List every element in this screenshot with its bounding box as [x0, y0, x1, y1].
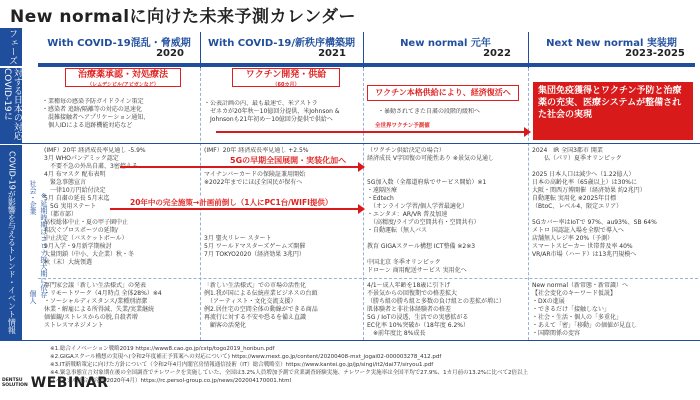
global-vaccine-label: 全世界ワクチン予測値: [375, 123, 430, 129]
japan-col2-text: ・公表計画の内、最も最速で、米アストラ ゼネカが20年秋〜10億回分提供、米Johnson & Johnsonも21年初め〜10億回分提供で供給へ: [204, 100, 340, 123]
row-divider: [0, 340, 700, 341]
row-divider: [0, 143, 700, 144]
phase-divider: [363, 32, 364, 68]
vaccine-box-sub: （60カ月）: [272, 82, 300, 88]
footnotes: ※1.総合イノベーション戦略2019 https://www8.cao.go.jp/cstp/togo2019_honbun.pdf ※2.GIGAスクール構想の実現へ(令和2年度補正予算案への対応について) https://www.mext.go.jp/content/20200408-mxt_jogai02-000003278_412.pdf ※3.IT新戦略策定に向けた方針について（令和2年4月内閣官房情報通信技術（IT）総合戦略室）https://www.kantei.go.jp/jp/singi/it2/dai77/siryou1.pdf ※4.緊急事態宣言対象期在後の全国調査でテレワークを実施していた、全国は3.2%人員増加予測で営業調査経験実施、テレワーク実施率は全国平均で27.9%、1カ月前の13.2%に比べて2倍以上 （パーソル総合研究所,2020年4月）https://rc.persol-group.co.jp/news/202004170001.html: [50, 346, 529, 384]
online-plan-label: 20年中の完全施策→計画前倒し（1人にPC1台/WIFI提供）: [130, 198, 333, 207]
society-col4-text: 2024 IR 全国3都市 開業 仏（パリ）夏季オリンピック 2025 日本人口は減少へ（1.22億人） 日本の高齢化率（65歳以上）は30%に 大阪・関西万博開催（経済効果 約2兆円） 自動運転 実用化 ※2025年目標 （BtoC、レベル4、限定エリア） 5Gカバー率はIoTで 97%、au93%、SB 64% メトロ 国認証入場を全駅で導入へ 店舗無人レジ率 20%（予測） スマートスピーカー 世帯普及率 40% VR/AR市場（ハード）は13兆円規模へ: [532, 147, 657, 258]
individual-col1-text: 専門家会議「新しい生活様式」の発表 ・リモートワーク（4月時点 全体28%）※4 ・ソーシャルディスタンス/業種別清潔 休業・解雇による所得減、失業/実業継続 価値観/ストレスからの脱,自殺者増 ストレスマネジメント: [44, 282, 162, 329]
phase-header-1: With COVID-19混乱・脅威期: [47, 37, 191, 49]
society-col2-text: (IMF）20年 経済成長率見通し +2.5% マイナンバーカードの保険証兼用開始 ※2022年までにほぼ全国民が保有へ 3月 聖火リレー スタート 5月 ワールドマスターズゲームズ開催 7月 TOKYO2020（経済効果 3兆円）: [204, 147, 309, 258]
phase-year-3: 2022: [483, 48, 511, 59]
society-label: 社会・企業: [29, 180, 37, 215]
row-divider: [38, 278, 698, 279]
phase-header-2: With COVID-19/新秩序構築期: [207, 37, 356, 49]
arrow-head-icon: [524, 127, 531, 137]
phase-divider: [200, 32, 201, 68]
sidebar-trends-note: ※延期時期はコロナ拡大期に依存: [39, 192, 48, 298]
timeline-bar: [38, 63, 695, 67]
online-arrow-line: [110, 208, 360, 210]
phase-header-3: New normal 元年: [400, 37, 491, 49]
5g-arrow-line: [120, 166, 360, 168]
sidebar-trends-label: COVID-19が影響を与えるトレンド・イベント情報: [0, 145, 22, 340]
arrow-head-icon: [358, 204, 365, 214]
phase-header-4: Next New normal 実装期: [546, 37, 677, 49]
treatment-box-sub: （レムデシビル/アビガンなど）: [87, 82, 159, 88]
logo-small-text: DENTSU SOLUTION: [2, 378, 28, 388]
final-goal-box: 集団免疫獲得とワクチン予防と治療薬の充実、医療システムが整備された社会の実現: [533, 82, 693, 140]
logo-big-text: WEBINAR: [30, 375, 109, 391]
sidebar-japan-label: 対する日本の対応 COVID-19に: [0, 68, 22, 143]
column-divider: [528, 68, 529, 340]
society-col1-text: (IMF）20年 経済成長率見通し -5.9% 3月 WHOパンデミック認定 不要不急の外出自粛、3密控える 4月 布マスク 配布表明 緊急事態宣言 一律10万円給付決定 5月 自粛の延長 5月末迄 5G 実用ステート （都市部） 高校総体中止・夏の甲子園中止 相次ぐプロスポーツの延期/ 中止決定（バスケットボール） 9月入学・9月新学期検討 大量閉鎖（中小、大企業）秋・冬 秋（末）大統領選: [44, 147, 146, 266]
vaccine-box: [232, 68, 340, 87]
japan-col1-text: ・業種毎の感染予防ガイドライン策定 ・感染者 追跡/隔離等の対応の迅速化 混雑接触者へアプリケーション通知、 個人IDによる追跡機能対応など: [42, 98, 150, 129]
society-col3-text: （ワクチン供給決定の場合） 経済成長 V字回復の可能性あり ※景気の見通し 5G加入数（全都道府県でサービス開始）※1 ・遠隔医療 ・Edtech （オンライン学習/個人学習最適化） ・エンタメ：AR/VR 普及加速 （高精度/ライブの空間共有・空間共有） ・自動運転（無人バス 教育 GIGAスクール構想 ICT整備 ※2※3 中国北京 冬季オリンピック ドローン 商用配送サービス 実用化へ: [367, 147, 494, 274]
arrow-head-icon: [358, 162, 365, 172]
global-vaccine-line: [216, 131, 526, 133]
5g-rollout-label: 5Gの早期全国展開・実装化加へ: [230, 156, 347, 165]
individual-col3-text: 4/1～成人年齢を18歳に引下げ 不景気からの回復期での格差拡大 （勝ち組の勝ち組と多数の負け組との差拡が増に） 肌体験者と非社体経験者の格差 5G / IoTの浸透、生活での実感拡がる EC化率 10%突破か（18年度 6.2%） ※前年度比 8%成長: [367, 282, 506, 337]
sidebar-phase-label: フェーズ: [0, 28, 22, 66]
individual-col4-text: New normal（新常態・新常識）へ 【社会変化のキーワード仮説】 ・DXの進展 ・できるだけ「接触しない」 ・社会・生活・個人の「多重化」 ・あえて「密」「移動」の価値が見直し ・国際関係の変容: [532, 282, 638, 337]
individual-col2-text: 「新しい生活様式」での市場の活性化 例1.我が国による伝統産業ビジネスの台頭 （アーティスト・文化交流支援） 例2.居住宅の空間全体の動線ができる商品 再流行に対する不安や恐るを備え直識 顧客の活発化: [204, 282, 318, 329]
vaccine-box-label: ワクチン開発・供給: [245, 70, 327, 80]
vaccine-supply-box: ワクチン本格供給により、経済復活へ: [367, 85, 519, 101]
phase-year-1: 2020: [156, 48, 184, 59]
phase-year-4: 2023-2025: [625, 48, 685, 59]
phase-year-2: 2021: [318, 48, 346, 59]
treatment-box-label: 治療薬承認・対処療法: [77, 70, 168, 80]
page-title: New normalに向けた未来予測カレンダー: [10, 7, 356, 27]
phase-divider: [528, 32, 529, 68]
japan-col3-text: ・暴動されてきた自粛の段階的緩和へ: [378, 108, 481, 115]
dentsu-webinar-logo: [2, 370, 112, 396]
treatment-box: [65, 68, 181, 87]
individual-label: 個人: [29, 290, 37, 304]
